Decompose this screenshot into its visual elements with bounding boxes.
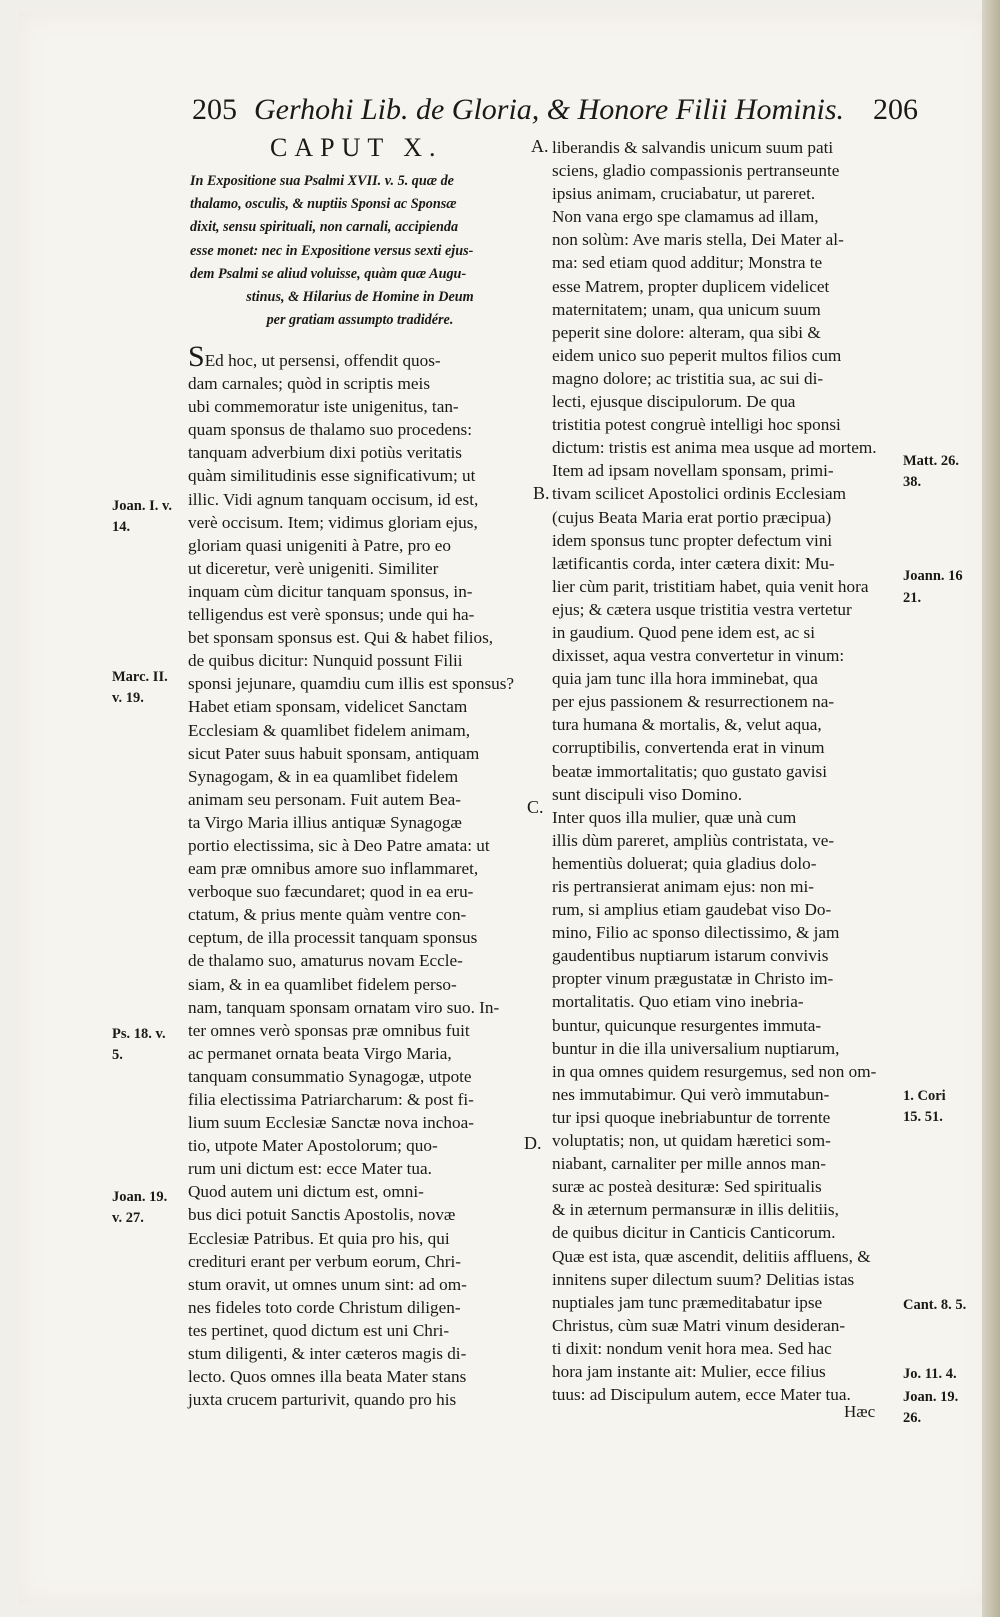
text-line: ter omnes verò sponsas præ omnibus fuit bbox=[188, 1020, 470, 1040]
text-line: sunt discipuli viso Domino. bbox=[552, 784, 743, 804]
text-line: tio, utpote Mater Apostolorum; quo- bbox=[188, 1136, 438, 1156]
section-letter-b: B. bbox=[533, 483, 550, 503]
text-line: stum diligenti, & inter cæteros magis di- bbox=[188, 1344, 467, 1364]
margin-note-joann16: Joann. 16 bbox=[903, 568, 963, 584]
section-letter-c: C. bbox=[527, 797, 544, 817]
text-line: corruptibilis, convertenda erat in vinum bbox=[552, 738, 825, 758]
text-line: ejus; & cætera usque tristitia vestra vertetur bbox=[552, 599, 852, 619]
text-line: quàm similitudinis esse significativum; ut bbox=[188, 466, 476, 486]
text-line: buntur, quicunque resurgentes immuta- bbox=[552, 1015, 822, 1035]
text-line: filia electissima Patriarcharum: & post fi- bbox=[188, 1090, 474, 1109]
text-line: mortalitatis. Quo etiam vino inebria- bbox=[552, 992, 804, 1012]
text-line: Ecclesiæ Patribus. Et quia pro his, qui bbox=[188, 1228, 450, 1248]
text-line: tuus: ad Discipulum autem, ecce Mater tua. bbox=[552, 1385, 851, 1405]
margin-note-marc: Marc. II. bbox=[112, 669, 168, 685]
text-line: per ejus passionem & resurrectionem na- bbox=[552, 692, 835, 712]
text-line: (cujus Beata Maria erat portio præcipua) bbox=[552, 507, 832, 527]
text-line: ti dixit: nondum venit hora mea. Sed hac bbox=[552, 1338, 832, 1358]
text-line: Ecclesiam & quamlibet fidelem animam, bbox=[188, 720, 471, 740]
text-line: Ed hoc, ut persensi, offendit quos- bbox=[204, 351, 441, 370]
margin-note-joan1-verse: 14. bbox=[112, 519, 131, 535]
margin-note-joan19: Joan. 19. bbox=[112, 1189, 168, 1205]
text-line: dictum: tristis est anima mea usque ad mortem. bbox=[552, 438, 877, 458]
margin-note-cor-verse: 15. 51. bbox=[903, 1109, 943, 1125]
summary-line: thalamo, osculis, & nuptiis Sponsi ac Sponsæ bbox=[190, 196, 457, 213]
text-line: portio electissima, sic à Deo Patre amata: ut bbox=[188, 835, 490, 855]
text-line: eidem unico suo peperit multos filios cum bbox=[552, 345, 842, 365]
text-line: verè occisum. Item; vidimus gloriam ejus, bbox=[188, 512, 478, 532]
margin-note-joan1: Joan. I. v. bbox=[112, 498, 173, 514]
section-letter-d: D. bbox=[524, 1133, 542, 1153]
text-line: suræ ac posteà desituræ: Sed spiritualis bbox=[552, 1177, 822, 1197]
summary-line: dixit, sensu spirituali, non carnali, accipienda bbox=[190, 219, 459, 236]
catchword: Hæc bbox=[844, 1402, 876, 1421]
text-line: de thalamo suo, amaturus novam Eccle- bbox=[188, 951, 463, 971]
text-line: lium suum Ecclesiæ Sanctæ nova inchoa- bbox=[188, 1113, 474, 1133]
text-line: lecti, ejusque discipulorum. De qua bbox=[552, 392, 796, 412]
text-line: maternitatem; unam, qua unicum suum bbox=[552, 299, 821, 319]
text-line: dam carnales; quòd in scriptis meis bbox=[188, 374, 431, 394]
margin-note-cor: 1. Cori bbox=[903, 1088, 946, 1104]
text-line: peperit sine dolore: alteram, qua sibi & bbox=[552, 322, 821, 342]
text-line: Item ad ipsam novellam sponsam, primi- bbox=[552, 461, 834, 481]
text-line: & in æternum permansuræ in illis delitiis, bbox=[552, 1200, 839, 1220]
text-line: quia jam tunc illa hora imminebat, qua bbox=[552, 669, 818, 689]
text-line: bus dici potuit Sanctis Apostolis, novæ bbox=[188, 1205, 456, 1225]
text-line: telligendus est verè sponsus; unde qui ha- bbox=[188, 605, 475, 625]
text-line: Habet etiam sponsam, videlicet Sanctam bbox=[188, 697, 468, 717]
text-line: Non vana ergo spe clamamus ad illam, bbox=[552, 207, 819, 227]
margin-note-marc-verse: v. 19. bbox=[112, 690, 144, 706]
text-line: niabant, carnaliter per mille annos man- bbox=[552, 1154, 826, 1174]
text-line: propter vinum prægustatæ in Christo im- bbox=[552, 969, 834, 989]
text-line: in qua omnes quidem resurgemus, sed non om- bbox=[552, 1061, 877, 1081]
text-line: Quod autem uni dictum est, omni- bbox=[188, 1182, 424, 1202]
text-line: Inter quos illa mulier, quæ unà cum bbox=[552, 807, 797, 827]
text-line: in gaudium. Quod pene idem est, ac si bbox=[552, 622, 816, 642]
summary-line: dem Psalmi se aliud voluisse, quàm quæ Augu- bbox=[190, 265, 467, 282]
text-line: rum, si amplius etiam gaudebat viso Do- bbox=[552, 900, 832, 920]
text-line: ipsius animam, cruciabatur, ut pareret. bbox=[552, 184, 816, 204]
left-text-column bbox=[188, 340, 534, 1411]
text-line: tura humana & mortalis, &, velut aqua, bbox=[552, 715, 822, 735]
margin-note-matt: Matt. 26. bbox=[903, 453, 959, 469]
text-line: Quæ est ista, quæ ascendit, delitiis affluens, & bbox=[552, 1246, 871, 1266]
page-edge bbox=[982, 0, 1000, 1617]
text-line: nam, tanquam sponsam ornatam viro suo. In- bbox=[188, 997, 500, 1017]
margin-note-matt-verse: 38. bbox=[903, 474, 922, 490]
text-line: juxta crucem parturivit, quando pro his bbox=[188, 1390, 457, 1410]
text-line: illis dùm pareret, ampliùs contristata, ve- bbox=[552, 830, 835, 850]
text-line: ut diceretur, verè unigeniti. Similiter bbox=[188, 558, 439, 578]
text-line: beatæ immortalitatis; quo gustato gavisi bbox=[552, 761, 827, 781]
text-line: ac permanet ornata beata Virgo Maria, bbox=[188, 1043, 452, 1063]
margin-note-jo: Jo. 11. 4. bbox=[903, 1366, 957, 1382]
text-line: lætificantis corda, inter cætera dixit: Mu- bbox=[552, 553, 835, 573]
margin-note-cant: Cant. 8. 5. bbox=[903, 1297, 967, 1313]
text-line: tes pertinet, quod dictum est uni Chri- bbox=[188, 1320, 450, 1340]
margin-note-joan19-right: Joan. 19. bbox=[903, 1389, 959, 1405]
text-line: ma: sed etiam quod additur; Monstra te bbox=[552, 253, 823, 273]
text-line: non solùm: Ave maris stella, Dei Mater al- bbox=[552, 230, 844, 250]
text-line: Synagogam, & in ea quamlibet fidelem bbox=[188, 766, 459, 786]
text-line: nuptiales jam tunc præmeditabatur ipse bbox=[552, 1292, 823, 1312]
text-line: voluptatis; non, ut quidam hæretici som- bbox=[552, 1131, 831, 1151]
right-text-column bbox=[552, 136, 898, 1406]
chapter-title: CAPUT X. bbox=[270, 133, 443, 162]
text-line: tristitia potest congruè intelligi hoc sponsi bbox=[552, 415, 841, 435]
text-line: sicut Pater suus habuit sponsam, antiquam bbox=[188, 743, 480, 763]
text-line: sciens, gladio compassionis pertranseunte bbox=[552, 161, 840, 181]
running-title: Gerhohi Lib. de Gloria, & Honore Filii Hominis. bbox=[254, 93, 845, 126]
first-line bbox=[188, 340, 534, 373]
page-number-left: 205 bbox=[192, 93, 237, 126]
text-line: tanquam consummatio Synagogæ, utpote bbox=[188, 1066, 472, 1086]
page-number-right: 206 bbox=[873, 93, 918, 126]
text-line: ceptum, de illa processit tanquam sponsus bbox=[188, 928, 478, 948]
text-line: tivam scilicet Apostolici ordinis Ecclesiam bbox=[552, 484, 847, 504]
text-line: rum uni dictum est: ecce Mater tua. bbox=[188, 1159, 432, 1179]
text-line: idem sponsus tunc propter defectum vini bbox=[552, 530, 833, 550]
text-line: verboque suo fæcundaret; quod in ea eru- bbox=[188, 882, 474, 902]
text-line: liberandis & salvandis unicum suum pati bbox=[552, 138, 834, 157]
text-line: tanquam adverbium dixi potiùs veritatis bbox=[188, 443, 462, 463]
summary-line: esse monet: nec in Expositione versus sexti ejus- bbox=[190, 242, 474, 259]
text-line: hora jam instante ait: Mulier, ecce filius bbox=[552, 1361, 826, 1381]
text-line: siam, & in ea quamlibet fidelem perso- bbox=[188, 974, 457, 994]
text-line: lecto. Quos omnes illa beata Mater stans bbox=[188, 1367, 467, 1387]
margin-note-ps-verse: 5. bbox=[112, 1047, 123, 1063]
text-line: hementiùs doluerat; quia gladius dolo- bbox=[552, 853, 817, 873]
text-line: innitens super dilectum suum? Delitias istas bbox=[552, 1269, 855, 1289]
text-line: nes fideles toto corde Christum diligen- bbox=[188, 1297, 461, 1317]
text-line: de quibus dicitur in Canticis Canticorum. bbox=[552, 1223, 836, 1243]
section-letter-a: A. bbox=[531, 136, 549, 156]
text-line: credituri erant per verbum eorum, Chri- bbox=[188, 1251, 461, 1271]
margin-note-joan19-verse: v. 27. bbox=[112, 1210, 144, 1226]
text-line: ris pertransierat animam ejus: non mi- bbox=[552, 877, 815, 896]
text-line: de quibus dicitur: Nunquid possunt Filii bbox=[188, 651, 463, 671]
text-line: inquam cùm dicitur tanquam sponsus, in- bbox=[188, 581, 473, 601]
running-header bbox=[192, 93, 918, 135]
text-line: tur ipsi quoque inebriabuntur de torrente bbox=[552, 1107, 831, 1127]
summary-line: In Expositione sua Psalmi XVII. v. 5. quæ de bbox=[190, 173, 454, 189]
chapter-summary bbox=[190, 170, 530, 332]
margin-note-ps: Ps. 18. v. bbox=[112, 1026, 166, 1042]
text-line: buntur in die illa universalium nuptiarum, bbox=[552, 1038, 840, 1058]
text-line: Christus, cùm suæ Matri vinum desideran- bbox=[552, 1315, 846, 1335]
text-line: nes immutabimur. Qui verò immutabun- bbox=[552, 1084, 830, 1104]
text-line: ctatum, & prius mente quàm ventre con- bbox=[188, 905, 467, 925]
text-line: quam sponsus de thalamo suo procedens: bbox=[188, 420, 473, 440]
text-line: illic. Vidi agnum tanquam occisum, id est, bbox=[188, 489, 479, 509]
text-line: gloriam quasi unigeniti à Patre, pro eo bbox=[188, 535, 451, 555]
text-line: magno dolore; ac tristitia sua, ac sui di- bbox=[552, 368, 824, 388]
text-line: stum oravit, ut omnes unum sint: ad om- bbox=[188, 1274, 467, 1294]
text-line: esse Matrem, propter duplicem videlicet bbox=[552, 276, 830, 296]
text-line: ubi commemoratur iste unigenitus, tan- bbox=[188, 397, 459, 417]
text-line: ta Virgo Maria illius antiquæ Synagogæ bbox=[188, 812, 462, 832]
text-line: lier cùm parit, tristitiam habet, quia venit hora bbox=[552, 576, 869, 596]
text-line: sponsi jejunare, quamdiu cum illis est sponsus? bbox=[188, 674, 515, 694]
margin-note-joan19-right-verse: 26. bbox=[903, 1410, 922, 1426]
summary-line: stinus, & Hilarius de Homine in Deum bbox=[246, 289, 474, 306]
summary-line: per gratiam assumpto tradidére. bbox=[266, 312, 454, 329]
margin-note-joann16-verse: 21. bbox=[903, 590, 922, 606]
text-line: mino, Filio ac sponso dilectissimo, & jam bbox=[552, 923, 840, 943]
text-line: bet sponsam sponsus est. Qui & habet filios, bbox=[188, 628, 494, 648]
text-line: animam seu personam. Fuit autem Bea- bbox=[188, 789, 462, 809]
drop-cap: S bbox=[188, 340, 205, 373]
text-line: dixisset, aqua vestra convertetur in vinum: bbox=[552, 646, 845, 666]
text-line: eam præ omnibus amore suo inflammaret, bbox=[188, 859, 479, 879]
text-line: gaudentibus nuptiarum istarum convivis bbox=[552, 946, 829, 966]
